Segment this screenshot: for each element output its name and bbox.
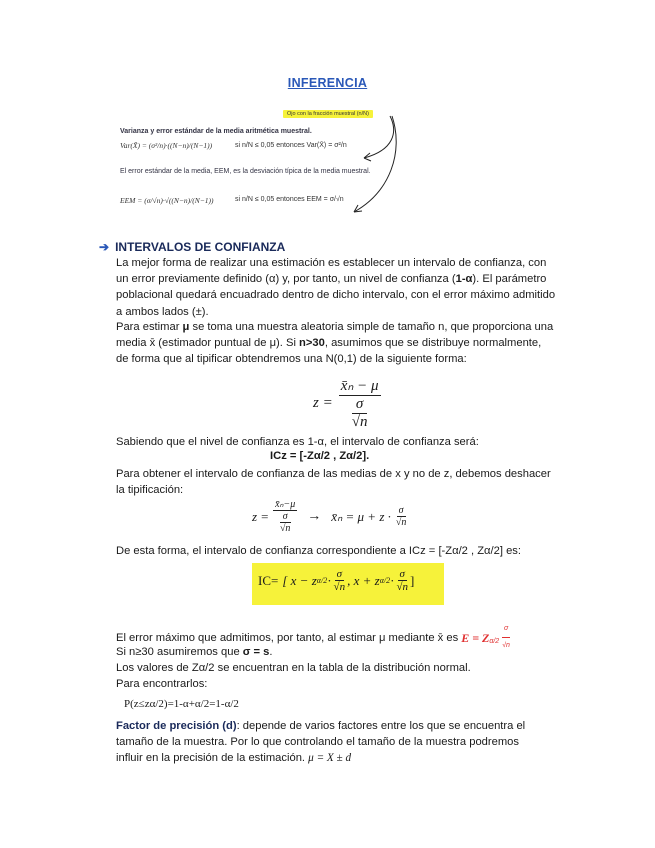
arrow-right-icon: → [307, 508, 322, 524]
curved-arrows [350, 112, 400, 217]
equation-z-standardize: z = x̄ₙ − μ σ √n [313, 378, 379, 430]
eem-heading: El error estándar de la media, EEM, es la desviación típica de la media muestral. [120, 168, 371, 175]
equation-probability: P(z≤zα/2)=1-α+α/2=1-α/2 [124, 698, 239, 710]
var-condition: si n/N ≤ 0,05 entonces Var(X̄) = σ²/n [235, 142, 347, 149]
equation-confidence-interval: IC= [ x − z α/2 · $\frac{\sigma}{√n}$ , x + z α/2 · $\frac{\sigma}{√n}$ ] [258, 568, 415, 593]
var-formula: Var(X̄) = (σ²/n)·((N−n)/(N−1)) [120, 141, 213, 150]
section-heading: ➔ INTERVALOS DE CONFIANZA [99, 240, 286, 254]
paragraph-estimation: Para estimar μ se toma una muestra aleatoria simple de tamaño n, que proporciona una media x̄ (estimador puntual de μ). Si n>30, asumimos que se distribuye normalmente, de forma que al tipificar obtendremos una N(0,1) de la siguiente forma: [116, 321, 554, 366]
arrow-right-icon: ➔ [99, 240, 110, 254]
paragraph-max-error: El error máximo que admitimos, por tanto, al estimar μ mediante x̄ es E = Z $_{\alpha/2}$ $\frac{\sigma}{√n}$ [116, 621, 596, 654]
paragraph-intro: La mejor forma de realizar una estimación es establecer un intervalo de confianza, con un error previamente definido (α) y, por tanto, un nivel de confianza (1-α). El parámetro poblacional quedará encuadrado dentro de dicho intervalo, con el error máximo admitido a ambos lados (±). [116, 257, 556, 318]
paragraph-undo-standardization: Para obtener el intervalo de confianza de las medias de x y no de z, debemos deshacer la tipificación: [116, 468, 551, 497]
page-title: INFERENCIA [287, 76, 368, 90]
ic-z-interval: ICz = [-Zα/2 , Zα/2]. [270, 450, 370, 462]
paragraph-precision-factor: Factor de precisión (d): depende de varios factores entre los que se encuentra el tamaño de la muestra. Por lo que controlando el tamaño de la muestra podremos influir en la precisión de la estimación. μ = X ± d [116, 720, 526, 765]
paragraph-sigma-s: Si n≥30 asumiremos que σ = s. Los valores de Zα/2 se encuentran en la tabla de la distribución normal. Para encontrarlos: [116, 646, 471, 691]
paragraph-interval-means: De esta forma, el intervalo de confianza correspondiente a ICz = [-Zα/2 , Zα/2] es: [116, 545, 522, 557]
varianza-heading: Varianza y error estándar de la media aritmética muestral. [120, 128, 312, 135]
eem-formula: EEM = (σ/√n)·√((N−n)/(N−1)) [120, 196, 214, 205]
paragraph-confidence-level: Sabiendo que el nivel de confianza es 1-α, el intervalo de confianza será: [116, 436, 479, 448]
equation-undo-standardization: z = x̄ₙ−μ σ √n → x̄ₙ = μ + z · $\frac{\sigma}{√n}$ [252, 499, 407, 534]
fraction-note-highlight: Ojo con la fracción muestral (n/N) [283, 110, 373, 118]
eem-condition: si n/N ≤ 0,05 entonces EEM = σ/√n [235, 196, 344, 203]
